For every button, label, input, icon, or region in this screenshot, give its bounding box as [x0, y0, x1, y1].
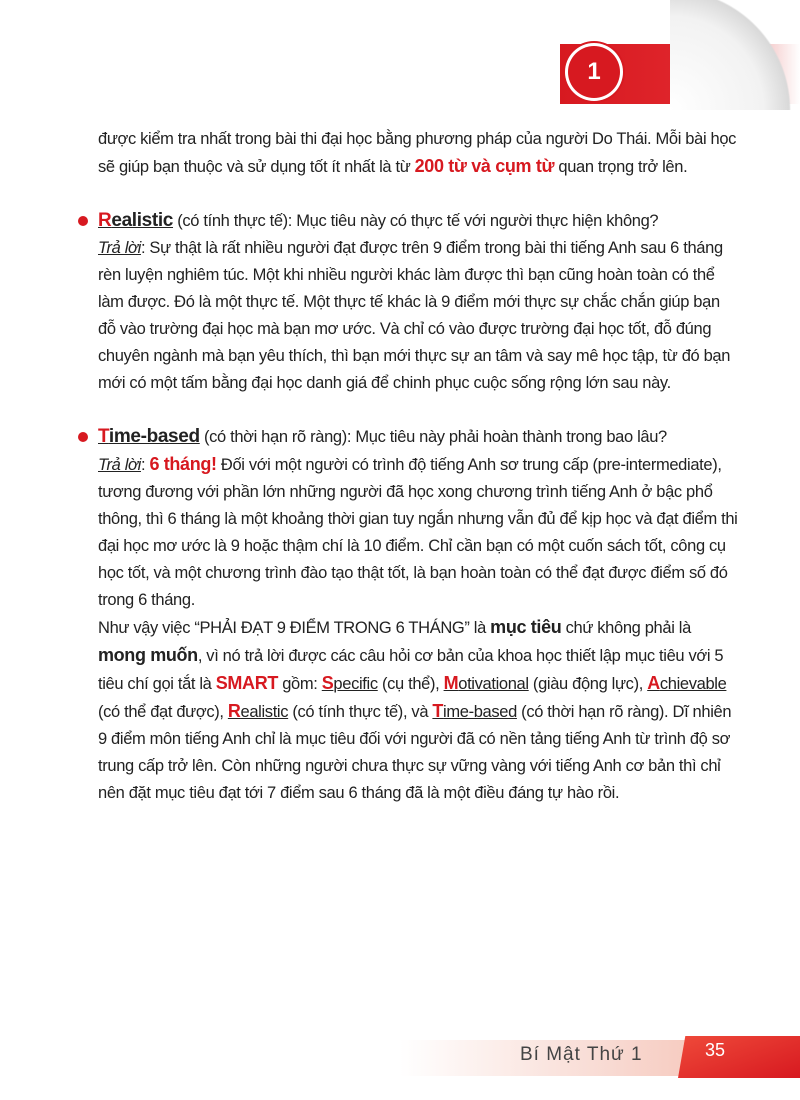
- time-based-heading: [98, 423, 738, 451]
- intro-line-2-end: quan trọng trở lên.: [554, 158, 688, 176]
- smart-acronym: SMART: [215, 673, 278, 693]
- time-based-term: [98, 426, 200, 447]
- smart-achievable: Achievable: [647, 673, 727, 693]
- time-based-rest: ime-based: [108, 426, 200, 447]
- time-based-description: (có thời hạn rõ ràng): Mục tiêu này phải hoàn thành trong bao lâu?: [199, 428, 667, 446]
- intro-highlight: 200 từ và cụm từ: [414, 156, 555, 176]
- realistic-answer: [98, 235, 738, 397]
- summary-text-3: , vì nó trả lời được các câu hỏi cơ bản của khoa học thiết lập mục tiêu với 5 tiêu chí gọi tắt là: [98, 647, 724, 693]
- answer-label: Trả lời: [98, 456, 141, 474]
- smart-time-based: Time-based: [432, 701, 517, 721]
- summary-text-1: Như vậy việc “PHẢI ĐẠT 9 ĐIỂM TRONG 6 THÁNG” là: [98, 619, 491, 637]
- bullet-icon: [78, 432, 88, 442]
- footer-title: Bí Mật Thứ 1: [520, 1044, 643, 1065]
- time-based-section: [98, 423, 738, 614]
- time-based-answer-text: Đối với một người có trình độ tiếng Anh sơ trung cấp (pre-intermediate), tương đương với phần lớn những người đã học xong chương trình tiếng Anh ở bậc phổ thông, thì 6 tháng là một khoảng thời gian tuy ngắn nhưng vẫn đủ để kịp học và đạt điểm thi đại học mơ ước là 9 hoặc thậm chí là 10 điểm. Chỉ cần bạn có một cuốn sách tốt, công cụ học tốt, và một chương trình đào tạo thật tốt, là bạn hoàn toàn có thể đạt được điểm số đó trong 6 tháng.: [98, 456, 738, 609]
- page-curl-decoration: [670, 0, 800, 110]
- chapter-number-badge: [568, 46, 620, 98]
- summary-paragraph: Như vậy việc “PHẢI ĐẠT 9 ĐIỂM TRONG 6 THÁNG” là mục tiêu chứ không phải là mong muốn, vì nó trả lời được các câu hỏi cơ bản của khoa học thiết lập mục tiêu với 5 tiêu chí gọi tắt là SMART gồm: Specific (cụ thể), Motivational (giàu động lực), Achievable (có thể đạt được), Realistic (có tính thực tế), và Time-based (có thời hạn rõ ràng). Dĩ nhiên 9 điểm môn tiếng Anh chỉ là mục tiêu đối với người đã có nền tảng tiếng Anh từ trình độ sơ trung cấp trở lên. Còn những người chưa thực sự vững vàng với tiếng Anh cơ bản thì chỉ nên đặt mục tiêu đạt tới 7 điểm sau 6 tháng đã là một điều đáng tự hào rồi.: [98, 617, 732, 802]
- summary-bold-goal: mục tiêu: [490, 617, 562, 637]
- realistic-term: [98, 210, 173, 231]
- summary-text-4: gồm:: [278, 675, 322, 693]
- time-based-initial: T: [98, 426, 109, 447]
- bullet-icon: [78, 216, 88, 226]
- page-content: [98, 126, 738, 807]
- realistic-section: [98, 207, 738, 397]
- realistic-heading: [98, 207, 738, 235]
- answer-separator: :: [140, 456, 150, 474]
- smart-specific: Specific: [321, 673, 378, 693]
- realistic-description: (có tính thực tế): Mục tiêu này có thực tế với người thực hiện không?: [173, 212, 659, 230]
- time-based-answer: [98, 451, 738, 614]
- answer-label: Trả lời: [98, 239, 141, 257]
- smart-realistic: Realistic: [227, 701, 289, 721]
- realistic-rest: ealistic: [111, 210, 174, 231]
- realistic-initial: R: [98, 210, 112, 231]
- intro-paragraph: [98, 126, 738, 181]
- smart-motivational: Motivational: [443, 673, 529, 693]
- intro-line-1: được kiểm tra nhất trong bài thi đại học bằng phương pháp của người Do Thái. Mỗi bài học sẽ giúp bạn: [98, 130, 737, 176]
- summary-text-2: chứ không phải là: [561, 619, 691, 637]
- realistic-answer-text: : Sự thật là rất nhiều người đạt được trên 9 điểm trong bài thi tiếng Anh sau 6 tháng rèn luyện nghiêm túc. Một khi nhiều người khác làm được thì bạn cũng hoàn toàn có thể làm được. Đó là một thực tế. Một thực tế khác là 9 điểm mới thực sự chắc chắn giúp bạn đỗ vào trường đại học mà bạn mơ ước. Và chỉ có vào được trường đại học tốt, đỗ đúng chuyên ngành mà bạn yêu thích, thì bạn mới thực sự an tâm và say mê học tập, từ đó bạn mới có một tấm bằng đại học danh giá để chinh phục cuộc sống rộng lớn sau này.: [98, 239, 731, 392]
- intro-line-2: thuộc và sử dụng tốt ít nhất là từ: [183, 158, 415, 176]
- summary-text-5: Dĩ nhiên 9 điểm môn tiếng Anh chỉ là mục tiêu đối với người đã có nền tảng tiếng Anh từ trình độ sơ trung cấp trở lên. Còn những người chưa thực sự vững vàng với tiếng Anh cơ bản thì chỉ nên đặt mục tiêu đạt tới 7 điểm sau 6 tháng đã là một điều đáng tự hào rồi.: [98, 703, 732, 802]
- page-number: 35: [704, 1040, 726, 1060]
- answer-highlight: 6 tháng!: [149, 454, 217, 474]
- chapter-number: 1: [587, 58, 601, 85]
- summary-bold-wish: mong muốn: [98, 645, 198, 665]
